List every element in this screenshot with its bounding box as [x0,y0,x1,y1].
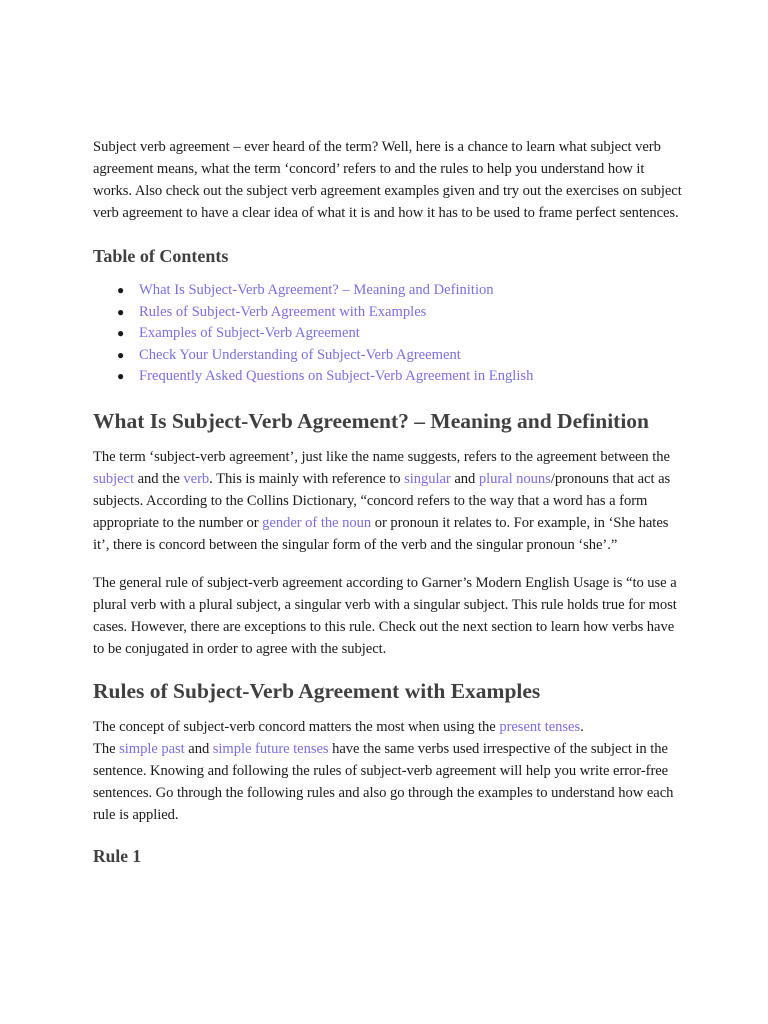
meaning-paragraph-1 [93,446,683,556]
rules-paragraph-1 [93,716,683,826]
toc-link-rules[interactable]: Rules of Subject-Verb Agreement with Examples [139,303,427,320]
bullet-icon: ● [117,369,125,383]
text-span: /pronouns that act as subjects. According to the Collins Dictionary, “concord refers to the way that a word has a form appropriate to the number or [93,470,671,531]
link-plural-nouns[interactable]: plural nouns [478,470,551,487]
bullet-icon: ● [117,326,125,340]
text-span: and [450,470,479,487]
text-span: . [580,718,584,735]
text-span: and [184,740,213,757]
section-heading-rules: Rules of Subject-Verb Agreement with Examples [93,678,541,703]
rule-1-heading: Rule 1 [93,845,142,866]
text-span: . This is mainly with reference to [209,470,405,487]
toc-item[interactable] [113,345,683,367]
bullet-icon: ● [117,347,125,362]
text-span: The concept of subject-verb concord matters the most when using the [93,718,500,735]
link-subject[interactable]: subject [93,470,134,487]
link-present-tenses[interactable]: present tenses [499,718,581,735]
link-singular[interactable]: singular [404,470,451,487]
bullet-icon: ● [117,304,125,319]
toc-link-examples[interactable]: Examples of Subject-Verb Agreement [139,325,360,341]
link-verb[interactable]: verb [183,470,210,487]
text-span: The term ‘subject-verb agreement’, just like the name suggests, refers to the agreement between the [93,448,670,465]
section-heading-meaning: What Is Subject-Verb Agreement? – Meaning and Definition [93,408,650,433]
toc-link-meaning[interactable]: What Is Subject-Verb Agreement? – Meaning and Definition [139,282,494,298]
link-simple-past[interactable]: simple past [119,740,185,757]
intro-paragraph: Subject verb agreement – ever heard of the term? Well, here is a chance to learn what subject verb agreement means, what the term ‘concord’ refers to and the rules to help you understand how it works. Also check out the subject verb agreement examples given and try out the exercises on subject verb agreement to have a clear idea of what it is and how it has to be used to frame perfect sentences. [93,139,682,221]
toc-link-faq[interactable]: Frequently Asked Questions on Subject-Verb Agreement in English [139,368,534,384]
meaning-paragraph-2: The general rule of subject-verb agreement according to Garner’s Modern English Usage is “to use a plural verb with a plural subject, a singular verb with a singular subject. This rule holds true for most cases. However, there are exceptions to this rule. Check out the next section to learn how verbs have to be conjugated in order to agree with the subject. [93,574,677,657]
link-simple-future-tenses[interactable]: simple future tenses [212,740,329,757]
text-span: or pronoun it relates to. For example, in ‘She hates it’, there is concord between the singular form of the verb and the singular pronoun ‘she’.” [93,514,669,553]
toc-item[interactable] [113,302,683,324]
toc-item[interactable] [113,280,683,302]
bullet-icon: ● [117,283,125,297]
toc-title: Table of Contents [93,246,229,266]
text-span: have the same verbs used irrespective of the subject in the sentence. Knowing and following the rules of subject-verb agreement will help you write error-free sentences. Go through the following rules and also go through the examples to understand how each rule is applied. [93,740,674,823]
text-span: and the [134,470,184,487]
text-span: The [93,740,120,757]
link-gender-of-noun[interactable]: gender of the noun [262,514,372,531]
toc-link-check[interactable]: Check Your Understanding of Subject-Verb Agreement [139,346,461,363]
toc-item[interactable] [113,366,683,388]
document-page [93,136,683,868]
toc-item[interactable] [113,323,683,345]
table-of-contents [93,280,683,388]
